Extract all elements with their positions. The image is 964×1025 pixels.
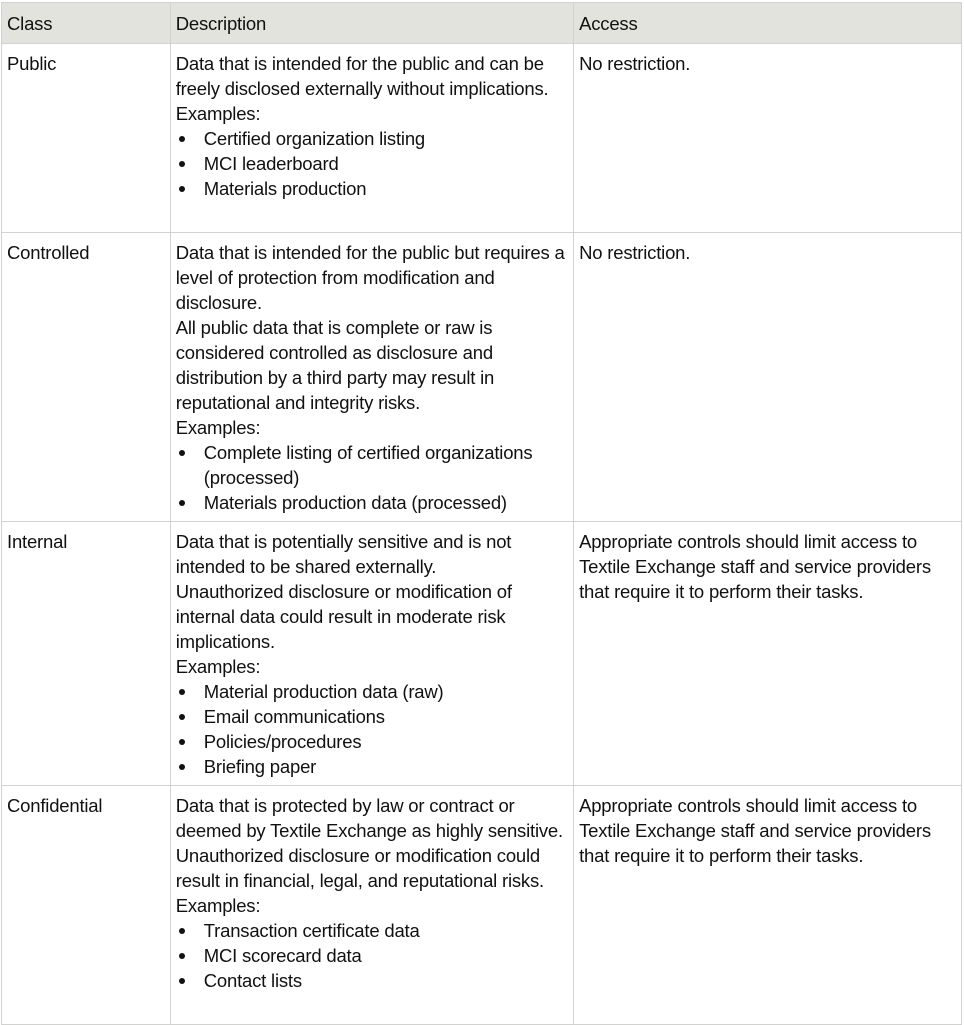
header-description: Description <box>170 3 573 44</box>
table-row-controlled <box>2 233 962 522</box>
header-access: Access <box>574 3 962 44</box>
description-text: Data that is intended for the public but requires a level of protection from modification and disclosure. <box>175 242 565 313</box>
class-cell: Internal <box>2 522 171 786</box>
examples-list <box>176 679 569 779</box>
example-item: Contact lists <box>176 968 569 993</box>
data-classification-table <box>1 2 962 1025</box>
table-row-confidential <box>2 786 962 1025</box>
description-text: Data that is potentially sensitive and is not intended to be shared externally. <box>175 531 512 577</box>
description-text: All public data that is complete or raw is considered controlled as disclosure and distribution by a third party may result in reputational and integrity risks. <box>175 317 495 413</box>
access-cell: No restriction. <box>574 233 962 522</box>
table-row-public <box>2 44 962 233</box>
example-item: Policies/procedures <box>176 729 569 754</box>
example-item: Materials production <box>176 176 569 201</box>
header-row <box>2 3 962 44</box>
example-item: MCI leaderboard <box>176 151 569 176</box>
examples-label: Examples: <box>175 103 261 124</box>
class-cell: Confidential <box>2 786 171 1025</box>
access-cell: No restriction. <box>574 44 962 233</box>
example-item: Complete listing of certified organizations (processed) <box>176 440 569 490</box>
description-text: Data that is protected by law or contract or deemed by Textile Exchange as highly sensitive. Unauthorized disclosure or modification could result in financial, legal, and reputational risks. <box>175 795 563 891</box>
header-class: Class <box>2 3 171 44</box>
example-item: MCI scorecard data <box>176 943 569 968</box>
example-item: Materials production data (processed) <box>176 490 569 515</box>
description-text: Data that is intended for the public and can be freely disclosed externally without implications. <box>175 53 549 99</box>
example-item: Briefing paper <box>176 754 569 779</box>
examples-list <box>176 440 569 515</box>
class-cell: Controlled <box>2 233 171 522</box>
examples-list <box>176 918 569 993</box>
class-cell: Public <box>2 44 171 233</box>
description-cell <box>170 44 573 233</box>
description-cell <box>170 522 573 786</box>
example-item: Certified organization listing <box>176 126 569 151</box>
access-cell: Appropriate controls should limit access to Textile Exchange staff and service providers that require it to perform their tasks. <box>574 522 962 786</box>
examples-label: Examples: <box>175 656 261 677</box>
example-item: Material production data (raw) <box>176 679 569 704</box>
examples-label: Examples: <box>175 895 261 916</box>
table-row-internal <box>2 522 962 786</box>
description-cell <box>170 233 573 522</box>
description-text: Unauthorized disclosure or modification of internal data could result in moderate risk implications. <box>175 581 512 652</box>
example-item: Transaction certificate data <box>176 918 569 943</box>
examples-list <box>176 126 569 201</box>
example-item: Email communications <box>176 704 569 729</box>
access-cell: Appropriate controls should limit access to Textile Exchange staff and service providers that require it to perform their tasks. <box>574 786 962 1025</box>
description-cell <box>170 786 573 1025</box>
examples-label: Examples: <box>175 417 261 438</box>
